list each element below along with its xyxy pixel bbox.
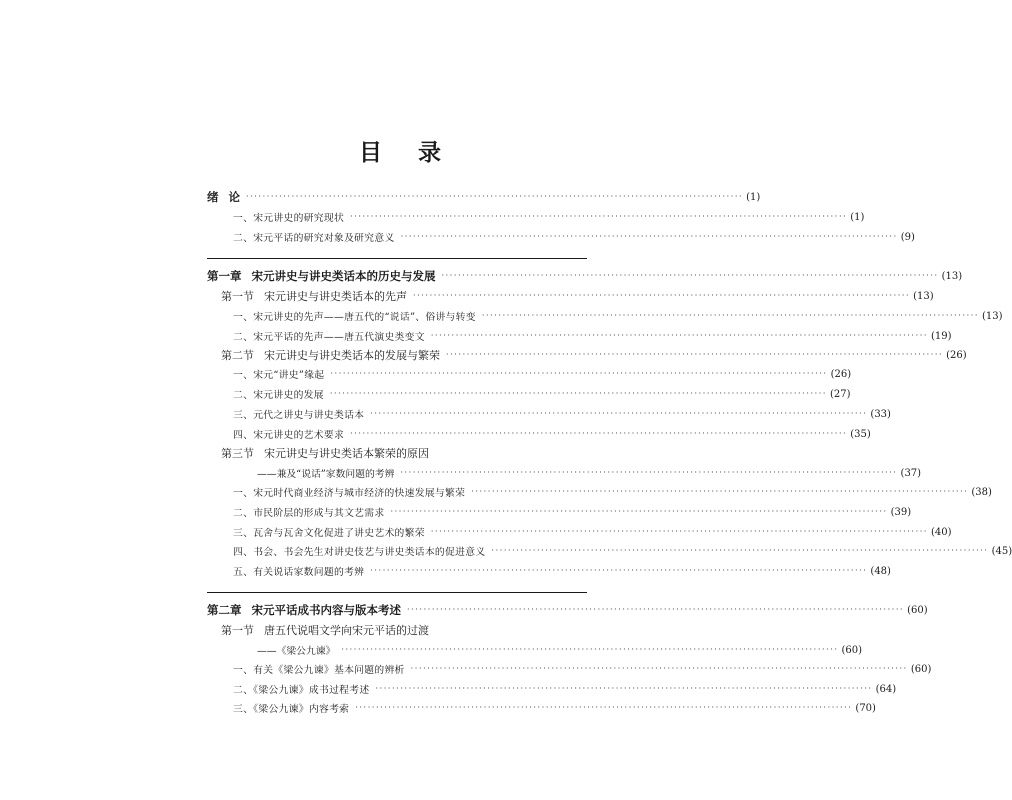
toc-entry-label: 二、宋元平话的先声——唐五代演史类变文 (233, 332, 425, 343)
chapter-divider (207, 258, 587, 259)
dot-leader: ························································································································ (441, 271, 939, 280)
toc-entry-label: 一、宋元讲史的研究现状 (233, 213, 345, 224)
toc-entry-number: 第一章 (207, 269, 242, 283)
toc-entry-label: 三、瓦舍与瓦舍文化促进了讲史艺术的繁荣 (233, 528, 425, 539)
dot-leader: ························································································································ (330, 369, 828, 378)
dot-leader: ························································································································ (355, 703, 853, 712)
dot-leader: ························································································································ (471, 487, 969, 496)
toc-entry-heading: 宋元讲史与讲史类话本的先声 (264, 290, 407, 303)
toc-entry-label (221, 288, 407, 304)
toc-entry-page: (60) (907, 604, 928, 616)
toc-entry-c2s1i2[interactable] (207, 679, 897, 699)
toc-entry-label: 一、宋元时代商业经济与城市经济的快速发展与繁荣 (233, 488, 466, 499)
toc-entry-label (207, 602, 401, 618)
toc-entry-c1s2i4[interactable] (207, 424, 871, 444)
dot-leader: ························································································································ (375, 684, 873, 693)
toc-entry-page: (60) (841, 644, 863, 656)
toc-entry-c2[interactable] (207, 600, 928, 620)
toc-entry-heading: 宋元讲史与讲史类话本的历史与发展 (251, 269, 436, 283)
toc-entry-label: 二、宋元讲史的发展 (233, 390, 324, 401)
dot-leader: ························································································································ (400, 232, 898, 241)
toc-entry-number: 第二章 (207, 603, 242, 617)
dot-leader: ························································································································ (246, 192, 744, 201)
toc-entry-page: (33) (870, 408, 891, 420)
toc-entry-c1s3i4[interactable] (207, 541, 1012, 561)
toc-entry-label: ——《梁公九谏》 (257, 646, 336, 657)
toc-entry-label: 二、市民阶层的形成与其文艺需求 (233, 508, 385, 519)
toc-entry-label: 一、宋元“讲史”缘起 (233, 370, 325, 381)
toc-entry-number: 第一节 (221, 290, 254, 303)
toc-entry-label: 一、有关《梁公九谏》基本问题的辨析 (233, 665, 405, 676)
toc-entry-c2s1[interactable] (207, 620, 587, 640)
toc-entry-label: 二、宋元平话的研究对象及研究意义 (233, 233, 395, 244)
toc-entry-c1s3[interactable] (207, 443, 587, 463)
dot-leader: ························································································································ (407, 605, 905, 614)
dot-leader: ························································································································ (370, 409, 868, 418)
toc-entry-page: (19) (931, 330, 952, 342)
toc-entry-c1s1i1[interactable] (207, 306, 1003, 326)
dot-leader: ························································································································ (400, 468, 898, 477)
toc-entry-heading: 论 (228, 190, 240, 204)
chapter-divider (207, 592, 587, 593)
dot-leader: ························································································································ (430, 527, 928, 536)
dot-leader: ························································································································ (491, 546, 989, 555)
toc-entry-label: 三、《梁公九谏》内容考索 (233, 704, 350, 715)
toc-entry-intro[interactable] (207, 187, 761, 207)
toc-entry-c1s1i2[interactable] (207, 326, 952, 346)
toc-entry-c1s3i1[interactable] (207, 482, 992, 502)
toc-entry-i2[interactable] (207, 227, 915, 247)
toc-entry-c1s3i3[interactable] (207, 522, 952, 542)
toc-entry-page: (1) (746, 191, 761, 203)
dot-leader: ························································································································ (350, 212, 848, 221)
dot-leader: ························································································································ (413, 291, 911, 300)
toc-entry-c1s2i2[interactable] (207, 384, 851, 404)
toc-entry-number: 第三节 (221, 447, 254, 460)
toc-entry-page: (13) (913, 290, 934, 302)
toc-entry-c1s3i5[interactable] (207, 561, 891, 581)
toc-entry-c2s1i1[interactable] (207, 659, 932, 679)
toc-entry-label (221, 445, 429, 461)
toc-entry-heading: 宋元讲史与讲史类话本的发展与繁荣 (264, 349, 440, 362)
toc-entry-page: (40) (931, 526, 952, 538)
toc-entry-label (221, 347, 440, 363)
dot-leader: ························································································································ (370, 566, 868, 575)
toc-entry-page: (13) (941, 270, 963, 282)
toc-entry-page: (13) (982, 310, 1003, 322)
toc-entry-label: 四、书会、书会先生对讲史伎艺与讲史类话本的促进意义 (233, 547, 486, 558)
toc-entry-number: 第一节 (221, 624, 254, 637)
toc-entry-page: (27) (830, 388, 851, 400)
toc-entry-page: (39) (890, 506, 912, 518)
toc-entry-page: (9) (900, 231, 915, 243)
toc-entry-page: (26) (830, 368, 852, 380)
toc-entry-label: 二、《梁公九谏》成书过程考述 (233, 685, 370, 696)
toc-entry-page: (60) (910, 663, 932, 675)
toc-entry-c1s3sub[interactable] (207, 463, 922, 483)
toc-entry-page: (48) (870, 565, 891, 577)
toc-entry-page: (45) (991, 545, 1012, 557)
toc-entry-number: 绪 (207, 190, 219, 204)
toc-entry-c1s3i2[interactable] (207, 502, 912, 522)
toc-entry-c1s1[interactable] (207, 286, 934, 306)
dot-leader: ························································································································ (350, 429, 848, 438)
toc-entry-c1[interactable] (207, 266, 963, 286)
toc-entry-label: ——兼及“说话”家数问题的考辨 (257, 469, 395, 480)
dot-leader: ························································································································ (481, 311, 980, 320)
dot-leader: ························································································································ (446, 350, 944, 359)
toc-entry-c1s2i1[interactable] (207, 364, 852, 384)
toc-entry-c2s1i3[interactable] (207, 698, 876, 718)
dot-leader: ························································································································ (329, 389, 828, 398)
dot-leader: ························································································································ (430, 331, 928, 340)
dot-leader: ························································································································ (410, 664, 908, 673)
toc-entry-c1s2i3[interactable] (207, 404, 891, 424)
toc-entry-page: (38) (971, 486, 992, 498)
toc-entry-page: (26) (946, 349, 967, 361)
toc-entry-c1s2[interactable] (207, 345, 967, 365)
toc-entry-heading: 唐五代说唱文学向宋元平话的过渡 (264, 624, 429, 637)
toc-entry-label (207, 268, 436, 284)
toc-entry-c2s1sub[interactable] (207, 640, 863, 660)
toc-entry-page: (37) (900, 467, 922, 479)
page-title: 目 录 (358, 140, 455, 166)
toc-entry-label: 一、宋元讲史的先声——唐五代的“说话”、俗讲与转变 (233, 312, 476, 323)
toc-entry-label: 三、元代之讲史与讲史类话本 (233, 410, 365, 421)
toc-entry-number: 第二节 (221, 349, 254, 362)
dot-leader: ························································································································ (341, 645, 839, 654)
toc-entry-page: (64) (875, 683, 897, 695)
toc-entry-label (221, 622, 429, 638)
toc-entry-heading: 宋元平话成书内容与版本考述 (251, 603, 401, 617)
dot-leader: ························································································································ (390, 507, 888, 516)
toc-entry-page: (35) (850, 428, 871, 440)
toc-entry-label (207, 189, 240, 205)
toc-entry-page: (1) (850, 211, 865, 223)
toc-entry-page: (70) (855, 702, 876, 714)
toc-entry-i1[interactable] (207, 207, 865, 227)
toc-entry-label: 五、有关说话家数问题的考辨 (233, 567, 365, 578)
toc-entry-heading: 宋元讲史与讲史类话本繁荣的原因 (264, 447, 429, 460)
toc-entry-label: 四、宋元讲史的艺术要求 (233, 430, 345, 441)
